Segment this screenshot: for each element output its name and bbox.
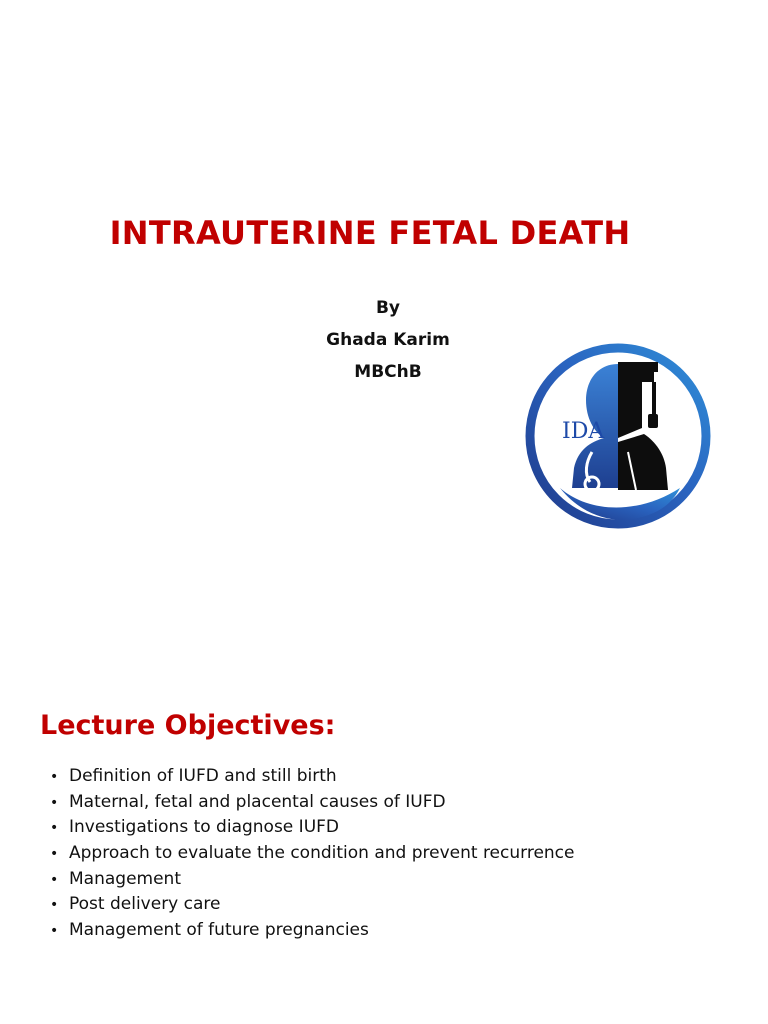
author-name: Ghada Karim (326, 330, 450, 350)
bullet-icon: • (50, 769, 59, 785)
list-item (50, 892, 574, 918)
objective-text: Maternal, fetal and placental causes of IUFD (69, 791, 446, 812)
list-item (50, 841, 574, 867)
objective-text: Post delivery care (69, 894, 221, 915)
objective-text: Management of future pregnancies (69, 920, 369, 941)
bullet-icon: • (50, 820, 59, 837)
objective-text: Approach to evaluate the condition and prevent recurrence (69, 843, 575, 864)
document-title: INTRAUTERINE FETAL DEATH (109, 214, 631, 252)
objective-text: Management (69, 868, 181, 889)
bullet-icon: • (50, 794, 59, 811)
author-by-label: By (375, 298, 401, 318)
list-item (50, 790, 574, 816)
objectives-list (50, 764, 574, 944)
list-item (50, 918, 574, 944)
objective-text: Definition of IUFD and still birth (69, 766, 337, 786)
objective-text: Investigations to diagnose IUFD (69, 817, 339, 838)
doctor-graduate-logo-icon (520, 338, 716, 534)
list-item (50, 764, 574, 790)
list-item (50, 867, 574, 893)
objectives-heading: Lecture Objectives: (40, 710, 336, 741)
bullet-icon: • (50, 871, 59, 888)
logo-text: IDA (562, 419, 605, 444)
author-degree: MBChB (354, 362, 422, 382)
bullet-icon: • (50, 923, 59, 940)
list-item (50, 815, 574, 841)
bullet-icon: • (50, 897, 59, 914)
author-block (288, 292, 488, 388)
bullet-icon: • (50, 846, 59, 863)
